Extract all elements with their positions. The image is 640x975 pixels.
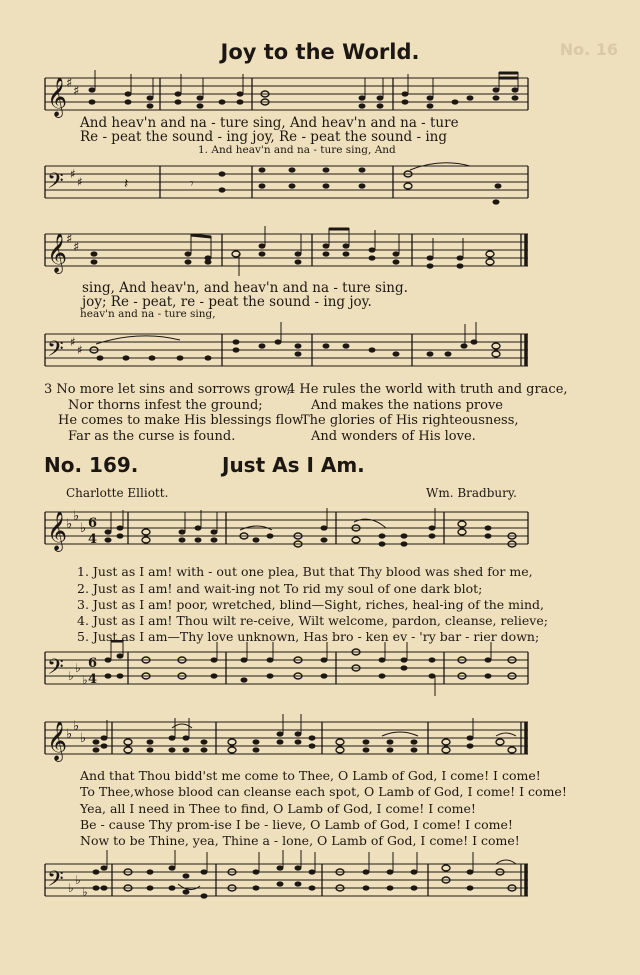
svg-text:♭: ♭ bbox=[82, 673, 88, 687]
stanza-line-2b: To Thee,whose blood can cleanse each spot, O Lamb of God, I come! I come! bbox=[80, 784, 567, 799]
svg-text:♯: ♯ bbox=[77, 343, 83, 357]
svg-text:𝄞: 𝄞 bbox=[47, 77, 68, 117]
hymn-title: Just As I Am. bbox=[222, 453, 365, 477]
music-staff bbox=[0, 158, 640, 218]
music-staff bbox=[0, 712, 640, 768]
svg-text:♯: ♯ bbox=[73, 240, 80, 255]
svg-text:𝄞: 𝄞 bbox=[47, 721, 68, 761]
stanza-line-4: 4. Just as I am! Thou wilt re-ceive, Wilt welcome, pardon, cleanse, relieve; bbox=[77, 613, 548, 628]
music-staff bbox=[0, 640, 640, 696]
svg-text:♭: ♭ bbox=[66, 517, 73, 532]
verse-line: 3 No more let sins and sorrows grow, bbox=[44, 382, 291, 397]
music-staff bbox=[0, 500, 640, 562]
stanza-line-3b: Yea, all I need in Thee to find, O Lamb of God, I come! I come! bbox=[80, 801, 476, 816]
verse-line: The glories of His righteousness, bbox=[301, 413, 519, 428]
lyric-line-bass: heav'n and na - ture sing, bbox=[80, 308, 216, 320]
verse-line: Far as the curse is found. bbox=[68, 428, 236, 444]
svg-text:♭: ♭ bbox=[68, 881, 74, 895]
stanza-line-5: 5. Just as I am—Thy love unknown, Has bro - ken ev - 'ry bar - rier down; bbox=[77, 629, 540, 644]
svg-text:𝄞: 𝄞 bbox=[47, 511, 68, 551]
svg-text:♯: ♯ bbox=[66, 232, 73, 247]
svg-text:𝄞: 𝄞 bbox=[47, 233, 68, 273]
svg-text:4: 4 bbox=[88, 672, 98, 687]
hymn-number-faded: No. 16 bbox=[559, 40, 618, 59]
stanza-line-4b: Be - cause Thy prom-ise I be - lieve, O Lamb of God, I come! I come! bbox=[80, 817, 513, 832]
verse-line: He comes to make His blessings flow bbox=[58, 413, 304, 428]
music-staff bbox=[0, 70, 640, 120]
author-credit: Charlotte Elliott. bbox=[66, 486, 169, 500]
svg-text:♭: ♭ bbox=[73, 719, 80, 734]
hymn-number: No. 169. bbox=[44, 453, 139, 477]
verse-line: 4 He rules the world with truth and grace, bbox=[287, 382, 568, 397]
svg-text:♭: ♭ bbox=[75, 661, 81, 675]
music-staff bbox=[0, 320, 640, 376]
svg-text:6: 6 bbox=[88, 516, 98, 531]
svg-text:♭: ♭ bbox=[75, 873, 81, 887]
lyric-line: And heav'n and na - ture sing, And heav'n and na - ture bbox=[80, 115, 459, 131]
svg-text:♯: ♯ bbox=[70, 167, 76, 181]
svg-text:𝄾: 𝄾 bbox=[190, 176, 194, 192]
svg-text:♭: ♭ bbox=[80, 731, 87, 746]
svg-text:♭: ♭ bbox=[68, 669, 74, 683]
music-staff bbox=[0, 218, 640, 282]
svg-text:♭: ♭ bbox=[73, 509, 80, 524]
svg-text:𝄢: 𝄢 bbox=[47, 337, 64, 367]
svg-text:𝄢: 𝄢 bbox=[47, 867, 64, 897]
lyric-line-bass: 1. And heav'n and na - ture sing, And bbox=[198, 144, 396, 156]
verse-4 bbox=[287, 382, 568, 444]
hymn-title: Joy to the World. bbox=[220, 40, 420, 64]
stanza-line-1: 1. Just as I am! with - out one plea, But that Thy blood was shed for me, bbox=[77, 564, 533, 579]
stanza-line-2: 2. Just as I am! and wait-ing not To rid my soul of one dark blot; bbox=[77, 581, 483, 596]
svg-text:4: 4 bbox=[88, 532, 98, 547]
verse-3 bbox=[44, 382, 303, 444]
verse-line: And makes the nations prove bbox=[311, 397, 503, 413]
svg-text:♯: ♯ bbox=[70, 335, 76, 349]
svg-text:♯: ♯ bbox=[73, 84, 80, 99]
music-staff bbox=[0, 850, 640, 910]
svg-text:♯: ♯ bbox=[66, 76, 73, 91]
svg-text:𝄽: 𝄽 bbox=[124, 176, 129, 192]
svg-text:6: 6 bbox=[88, 656, 98, 671]
svg-text:♭: ♭ bbox=[80, 521, 87, 536]
stanza-line-5b: Now to be Thine, yea, Thine a - lone, O Lamb of God, I come! I come! bbox=[80, 833, 520, 848]
lyric-line: Re - peat the sound - ing joy, Re - peat the sound - ing bbox=[80, 129, 447, 145]
svg-text:𝄢: 𝄢 bbox=[47, 169, 64, 199]
composer-credit: Wm. Bradbury. bbox=[426, 486, 517, 500]
stanza-line-1b: And that Thou bidd'st me come to Thee, O Lamb of God, I come! I come! bbox=[80, 768, 541, 783]
svg-text:♭: ♭ bbox=[82, 885, 88, 899]
stanza-line-3: 3. Just as I am! poor, wretched, blind—Sight, riches, heal-ing of the mind, bbox=[77, 597, 545, 612]
svg-text:𝄢: 𝄢 bbox=[47, 655, 64, 685]
lyric-line: joy; Re - peat, re - peat the sound - ing joy. bbox=[82, 294, 372, 310]
verse-line: And wonders of His love. bbox=[311, 428, 476, 444]
svg-text:♭: ♭ bbox=[66, 727, 73, 742]
lyric-line: sing, And heav'n, and heav'n and na - ture sing. bbox=[82, 280, 408, 296]
verse-line: Nor thorns infest the ground; bbox=[68, 397, 263, 413]
svg-text:♯: ♯ bbox=[77, 175, 83, 189]
